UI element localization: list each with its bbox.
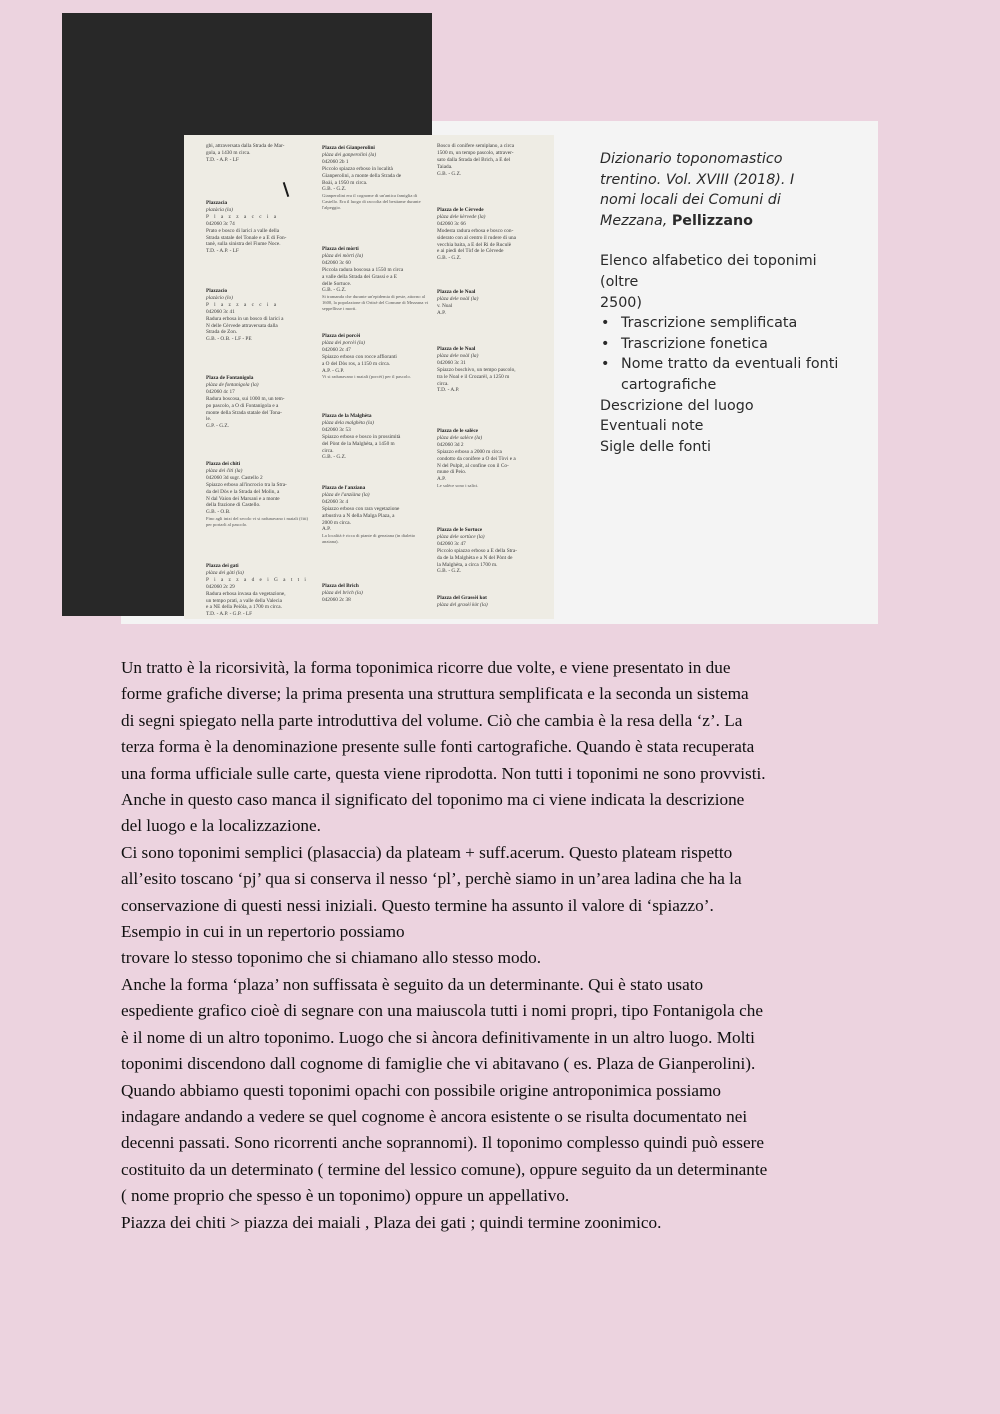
entry-line: Bosco di conifere semiplano, a circa [437,143,515,149]
entry-line: N delle Cèrvede attraversata dalla [206,322,278,329]
body-line: forme grafiche diverse; la prima presenta una struttura semplificata e la seconda un sistema [121,684,749,704]
caption-intro-line: Elenco alfabetico dei toponimi (oltre [600,253,817,290]
entry-line: 042060 3c 31 [437,359,466,366]
entry-note: Vi si radunavano i maiali (porcèi) per il pascolo. [322,374,411,380]
entry-line: Spiazzo erboso con rocce affioranti [322,353,397,360]
entry-line: Spiazzo erboso all'incrocio tra la Stra- [206,481,287,488]
entry-line: vecchia baita, a E del Ri de Ruculè [437,241,512,248]
entry-line: 042060 3c 47 [437,540,466,547]
body-line: toponimi discendono dall cognome di famiglie che vi abitavano ( es. Plaza de Gianperolini). [121,1054,756,1074]
body-line: Ci sono toponimi semplici (plasaccia) da plateam + suff.acerum. Questo plateam rispetto [121,842,733,862]
entry-headword: Plazza de le Sortuce [437,527,483,533]
entry-line: A.P. [437,476,446,483]
entry-line: A.P. [437,309,446,316]
entry-cartographic-name: P l a z z a c c i a [206,301,279,308]
entry-line: circa. [437,380,449,387]
body-line: terza forma è la denominazione presente sulle fonti cartografiche. Quando è stata recuperata [121,737,755,757]
body-line: trovare lo stesso toponimo che si chiamano allo stesso modo. [121,948,542,968]
entry-line: 1500 m, un tempo pascolo, attraver- [437,149,514,156]
entry-headword: Plazza del Brich [322,583,359,589]
entry-line: 042060 3d 2 [437,441,464,448]
figure-caption [600,149,850,457]
entry-line: e a NE della Peiòla, a 1700 m circa. [206,604,282,611]
entry-headword: Plazza dei Gianperolini [322,145,375,151]
entry-cartographic-name: P l a z z a c c i a [206,213,279,220]
caption-extra-line: Descrizione del luogo [600,397,754,414]
entry-line: Spiazzo erboso e bosco in prossimità [322,433,401,440]
dictionary-entry [437,346,547,394]
dictionary-entry [437,595,547,609]
body-line: del luogo e la localizzazione. [121,816,321,836]
entry-line: tra le Noal e il Crozarèl, a 1250 m [437,373,510,380]
entry-line: Piccola radura boscosa a 1550 m circa [322,266,404,273]
entry-line: G.B. - G.Z. [437,255,462,262]
body-line: Anche in questo caso manca il significato del toponimo ma ci viene indicata la descrizione [121,790,745,810]
entry-line: G.B. - G.Z. [437,170,462,177]
entry-line: e ai piedi del Tòf de le Cèrvede [437,248,504,255]
body-line: Piazza dei chiti > piazza dei maiali , Plaza dei gati ; quindi termine zoonimico. [121,1212,662,1232]
entry-headword: Plazza de le Cèrvede [437,207,484,213]
dictionary-entry [206,288,310,343]
entry-phonetic: plàza dele noàl (la) [437,352,479,359]
entry-headword: Plazza de le Noal [437,289,476,295]
entry-line: 042060 2b 1 [322,158,349,165]
entry-note: La località è ricca di piante di genziana (in dialetto anziana). [322,533,416,545]
entry-line: Piccolo spiazzo erboso a E della Stra- [437,547,518,554]
entry-line: a valle della Strada dei Grassi e a E [322,273,398,280]
entry-line: Strada de Zon. [206,329,238,336]
entry-phonetic: plàza dele noàl (la) [437,295,479,302]
entry-line: Taiada. [437,163,453,170]
entry-line: T.D. - A.P. - LF [206,248,239,255]
entry-phonetic: plàza dei gàti (la) [206,569,244,576]
entry-phonetic: plàza dei ĉiti (la) [206,467,243,474]
entry-line: T.D. - A.P. - LF [206,156,239,163]
body-line: conservazione di questi nessi iniziali. Questo termine ha assunto il valore di ‘spiazzo’. [121,895,714,915]
body-line: all’esito toscano ‘pj’ qua si conserva il nesso ‘pl’, perchè siamo in un’area ladina che ha la [121,869,742,889]
entry-line: siderato con al centro il rudere di una [437,234,516,241]
entry-phonetic: plàza dele kèrvede (la) [437,213,486,220]
entry-line: delle Sortuce. [322,280,352,287]
entry-line: le. [206,416,212,423]
entry-line: circa. [322,447,334,454]
entry-line: Modesta radura erbosa e bosco con- [437,227,514,234]
entry-line: A.P. - G.P. [322,367,345,374]
entry-line: Strada statale del Tonale e a E di Fon- [206,234,287,241]
body-line: di segni spiegato nella parte introduttiva del volume. Ciò che cambia è la resa della ‘z’. La [121,710,743,730]
dictionary-entry [322,145,432,211]
body-line: decenni passati. Sono ricorrenti anche soprannomi). Il toponimo complesso quindi può essere [121,1133,764,1153]
body-line: Quando abbiamo questi toponimi opachi con possibile origine antroponimica possiamo [121,1080,722,1100]
dictionary-entry [322,583,432,604]
entry-line: 042060 2c 38 [322,596,351,603]
dictionary-entry [437,428,547,489]
entry-line: 2000 m circa. [322,519,351,526]
entry-cartographic-name: P i a z z a d e i G a t t i [206,576,308,583]
entry-headword: Plazza dei mòrti [322,246,359,252]
caption-extra-line: Sigle delle fonti [600,438,712,455]
entry-line: 042060 3c 41 [206,308,235,315]
dictionary-entry [437,143,547,178]
entry-line: G.B. - G.Z. [322,287,347,294]
entry-line: 042060 3c 66 [437,220,466,227]
entry-line: N del Pulpit, al confine con il Co- [437,462,509,469]
caption-intro-line: 2500) [600,294,642,311]
entry-line: da del Dòs e la Strada del Molin, a [206,488,280,495]
body-line: Un tratto è la ricorsività, la forma toponimica ricorre due volte, e viene presentato in due [121,658,731,677]
entry-line: G.B. - G.Z. [322,186,347,193]
entry-headword: Plazza dei chiti [206,461,241,467]
entry-line: da de la Malghèta e a N del Pònt de [437,554,513,561]
entry-line: N dal Vaion dei Marsani e a monte [206,495,280,502]
entry-headword: Plazza del Grassèi kot [437,595,487,601]
entry-line: Spiazzo boschivo, un tempo pascolo, [437,366,516,373]
entry-phonetic: plàza de l'anziàna (la) [322,491,370,498]
body-line: Esempio in cui in un repertorio possiamo [121,922,405,942]
entry-line: T.D. - A.P. - G.P. - LF [206,611,253,618]
caption-extra-line: Eventuali note [600,418,704,435]
entry-phonetic: plàza del brìch (la) [322,589,363,596]
entry-headword: Plazza de l'anziana [322,485,366,491]
caption-bullet: • Nome tratto da eventuali fonti cartografiche [600,354,850,395]
dictionary-entry [322,333,432,380]
caption-title-line: nomi locali dei Comuni di [600,192,781,209]
dictionary-entry [206,563,310,618]
entry-phonetic: plazàcio (lo) [206,294,233,301]
dictionary-entry [322,413,432,461]
dictionary-entry [322,246,432,312]
body-line: una forma ufficiale sulle carte, questa viene riprodotta. Non tutti i toponimi ne sono provvisti. [121,763,766,783]
caption-bullet: • Trascrizione fonetica [600,334,850,355]
entry-headword: Plazzacia [206,200,228,206]
entry-line: G.B. - G.Z. [322,454,347,461]
entry-line: G.B. - G.Z. [437,568,462,575]
body-text [121,655,891,1236]
entry-line: Radura erbosa invasa da vegetazione, [206,590,286,597]
body-line: costituito da un determinato ( termine del lessico comune), oppure seguito da un determinante [121,1159,768,1179]
dictionary-entry [206,200,310,255]
entry-line: Gianperolini, a monte della Strada de [322,172,402,179]
entry-line: gbi, attraversata dalla Strada de Mar- [206,143,285,149]
caption-title-text: Mezzana, [600,212,672,229]
entry-phonetic: plàza dei porcèi (la) [322,339,365,346]
entry-line: Spiazzo erboso a 2000 m circa [437,448,502,455]
entry-phonetic: plàza dele sortùce (la) [437,533,485,540]
entry-line: A.P. [322,526,331,533]
entry-line: T.D. - A.P. [437,387,460,394]
entry-line: la Malghèta, a circa 1700 m. [437,561,498,568]
entry-note: Gianperolini era il cognome di un'antica famiglia di Castello. Era il luogo di raccolta del bestiame durante l'alpeggio. [322,193,421,211]
entry-line: Spiazzo erboso con rara vegetazione [322,505,400,512]
scan-column-2 [322,143,432,619]
entry-line: Prato e bosco di larici a valle della [206,227,280,234]
entry-line: 042060 3c 4 [322,498,349,505]
entry-note: Fino agli inizi del secolo vi si radunavano i maiali (ĉiti) per portarli al pascolo. [206,516,309,528]
entry-line: Piccolo spiazzo erboso in località [322,165,393,172]
entry-line: della frazione di Castello. [206,502,261,509]
entry-line: 042060 4c 17 [206,388,235,395]
dictionary-entry [437,207,547,262]
dictionary-entry [322,485,432,545]
entry-line: mune di Peio. [437,469,467,476]
entry-line: v. Noal [437,302,453,309]
entry-line: Radura erbosa in un bosco di larici a [206,315,284,322]
caption-title-line: trentino. Vol. XVIII (2018). I [600,171,795,188]
entry-line: gola, a 1430 m circa. [206,149,251,156]
dictionary-page-photo [184,135,554,619]
entry-phonetic: plàza dele salèce (la) [437,434,483,441]
entry-phonetic: plàza de fontanigola (la) [206,381,259,388]
caption-title [600,149,850,231]
caption-title-line [600,211,850,232]
caption-bullet-list [600,313,850,395]
entry-line: 042060 3c 60 [322,259,351,266]
entry-line: monte della Strada statale del Tona- [206,409,282,416]
entry-line: G.B. - O.B. - LF - PE [206,336,252,343]
entry-line: a O del Dòs ros, a 1150 m circa. [322,360,391,367]
entry-line: G.P. - G.Z. [206,423,229,430]
scan-column-3 [437,143,547,619]
entry-line: 042060 2c 47 [322,346,351,353]
body-line: espediente grafico cioè di segnare con una maiuscola tutti i nomi propri, tipo Fontanigola che [121,1001,763,1021]
entry-headword: Plazzacio [206,288,228,294]
entry-line: un tempo prati, a valle della Valecia [206,597,282,604]
caption-title-bold: Pellizzano [671,212,753,229]
entry-line: sato dalla Strada del Brich, a E del [437,156,511,163]
entry-note: Le salèce sono i salici. [437,483,479,489]
entry-phonetic: plàza del grasèi kòt (la) [437,601,488,608]
entry-headword: Plazza de le Noal [437,346,476,352]
dictionary-entry [437,527,547,575]
entry-line: 042060 2c 29 [206,583,235,590]
entry-line: 042060 3c 74 [206,220,235,227]
entry-line: condotto da conifere a O dei Tòvi e a [437,455,516,462]
entry-line: del Pònt de la Malghèta, a 1450 m [322,440,395,447]
caption-title-line: Dizionario toponomastico [600,151,783,167]
entry-headword: Plazza de le salèce [437,428,479,434]
entry-line: tanè, sulla sinistra del Fiume Noce. [206,241,281,248]
entry-line: Radura boscosa, sui 1000 m, un tem- [206,395,285,402]
entry-phonetic: plazàcia (la) [206,206,233,213]
entry-line: Boài, a 1950 m circa. [322,179,368,186]
entry-note: Si tramanda che durante un'epidemia di peste, attorno al 1600, la popolazione di Ortisè del Comune di Mezzana vi seppellisse i morti. [322,294,429,312]
dictionary-entry [206,461,310,528]
entry-line: 042060 3c 53 [322,426,351,433]
body-line: Anche la forma ‘plaza’ non suffissata è seguito da un determinante. Qui è stato usato [121,974,704,994]
entry-phonetic: plàza dei ganperolini (la) [322,151,377,158]
caption-bullet: • Trascrizione semplificata [600,313,850,334]
entry-headword: Plazza de la Malghèta [322,413,372,419]
entry-phonetic: plàza dei mòrti (la) [322,252,364,259]
body-line: ( nome proprio che spesso è un toponimo) oppure un appellativo. [121,1186,570,1206]
dictionary-entry [437,289,547,317]
dictionary-entry [206,143,310,164]
scan-column-1 [206,143,310,619]
body-line: indagare andando a vedere se quel cognome è ancora esistente o se risulta documentato nei [121,1106,748,1126]
entry-line: po pascolo, a O di Fontanigola e a [206,402,279,409]
entry-phonetic: plàza dela malghèta (la) [322,419,374,426]
entry-line: arbustiva a N della Malga Plaza, a [322,512,395,519]
entry-headword: Plazza dei gati [206,563,239,569]
entry-headword: Plazza dei porcèi [322,333,361,339]
dictionary-entry [206,375,310,430]
entry-line: G.B. - O.B. [206,509,231,516]
entry-line: 042060 3d sugr. Castello 2 [206,474,263,481]
entry-headword: Plaza de Fontanigola [206,375,254,381]
body-line: è il nome di un altro toponimo. Luogo che si àncora definitivamente in un altro luogo. Molti [121,1027,755,1047]
